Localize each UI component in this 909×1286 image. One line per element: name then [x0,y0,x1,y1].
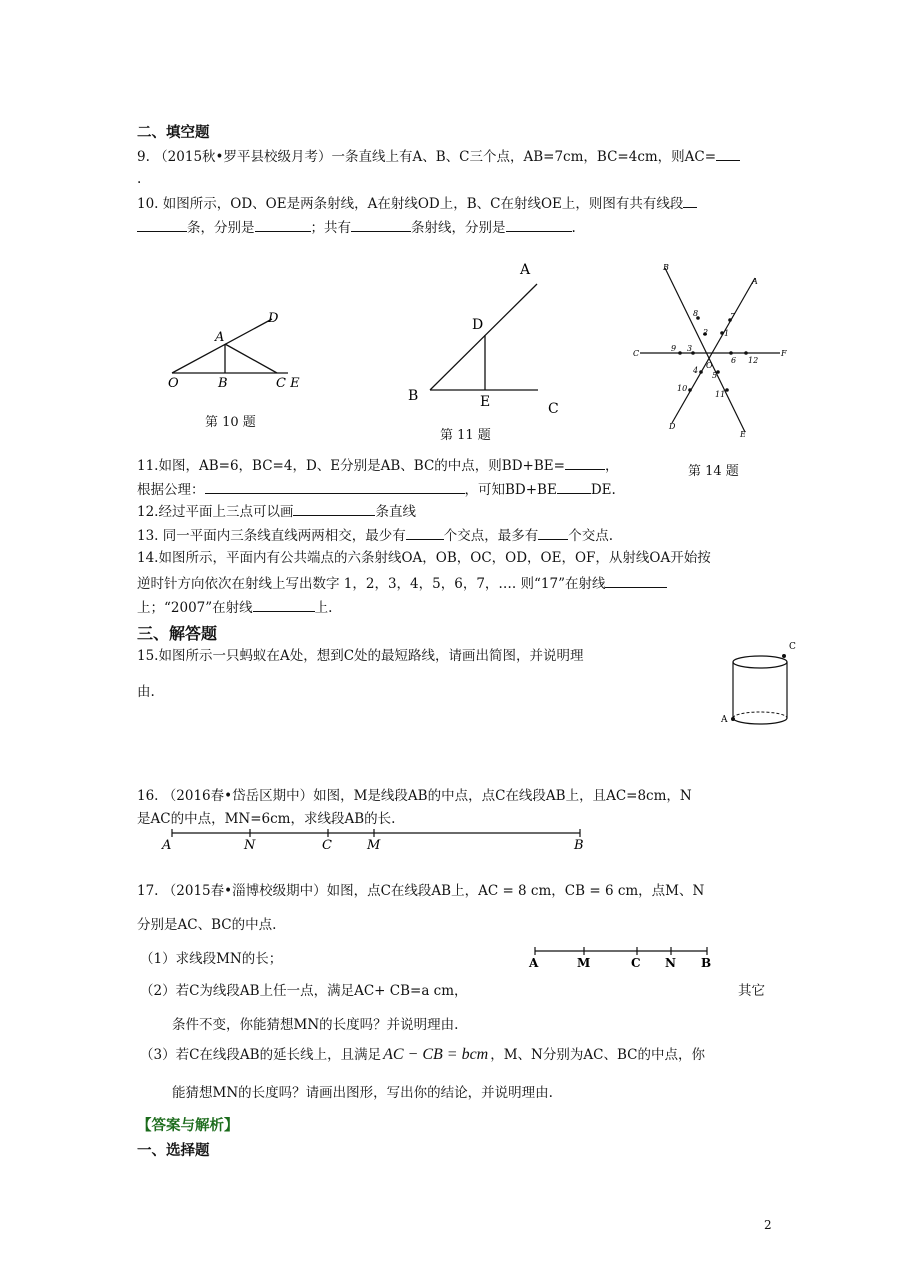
text-fragment: ， [604,458,619,474]
label-M: M [577,956,591,970]
question-17-line2: 分别是AC、BC的中点. [137,917,277,933]
label-A: A [529,956,539,970]
question-16-line2: 是AC的中点，MN=6cm，求线段AB的长. [137,811,396,827]
figure-14-caption: 第 14 题 [688,464,739,479]
blank [253,598,315,612]
answers-section-choice: 一、选择题 [137,1142,210,1159]
blank [205,480,465,494]
label-1: 1 [724,329,730,338]
figure-10-caption: 第 10 题 [205,415,256,430]
question-9 [137,147,740,166]
question-17: 17. （2015春•淄博校级期中）如图，点C在线段AB上，AC = 8 cm，CB = 6 cm，点M、N [137,883,705,899]
text-fragment: 11.如图，AB=6，BC=4，D、E分别是AB、BC的中点，则BD+BE= [137,458,565,474]
question-11 [137,456,618,475]
page-number: 2 [764,1218,772,1232]
label-6: 6 [731,356,737,365]
text-fragment: DE. [590,482,616,498]
label-11: 11 [715,390,726,399]
label-C: C [633,349,640,358]
label-3: 3 [687,344,693,353]
question-17-part2-line2: 条件不变，你能猜想MN的长度吗？并说明理由. [172,1017,459,1033]
text-fragment: 12.经过平面上三点可以画 [137,504,294,520]
question-15-line2: 由. [137,684,155,700]
label-O: O [706,361,713,370]
text-fragment: 个交点，最多有 [443,528,539,544]
question-16: 16. （2016春•岱岳区期中）如图，M是线段AB的中点，点C在线段AB上，且AC=8cm，N [137,788,692,804]
blank [565,456,605,470]
answers-title: 【答案与解析】 [137,1117,239,1134]
text-fragment: （3）若C在线段AB的延长线上，且满足 [140,1047,382,1063]
blank [605,574,667,588]
label-8: 8 [693,309,699,318]
text-fragment: 上. [314,600,333,616]
blank [716,147,740,161]
label-7: 7 [730,312,736,321]
question-10-line2 [137,218,576,237]
question-9-end: . [137,171,142,187]
blank [255,218,311,232]
label-5: 5 [712,371,718,380]
label-N: N [244,838,256,853]
figure-11-caption: 第 11 题 [440,428,491,443]
figure-17-segment [526,943,716,971]
text-fragment: 条，分别是 [187,220,255,236]
question-17-part1: （1）求线段MN的长； [140,951,283,967]
question-14-line3 [137,598,332,617]
text-fragment: 条直线 [375,504,416,520]
label-2: 2 [703,328,709,337]
label-E: E [740,430,746,439]
question-15: 15.如图所示一只蚂蚁在A处，想到C处的最短路线，请画出简图，并说明理 [137,648,584,664]
question-12 [137,502,416,521]
label-F: F [781,349,787,358]
blank [683,194,697,208]
label-A: A [721,715,728,725]
figure-11 [400,257,580,417]
question-14: 14.如图所示，平面内有公共端点的六条射线OA，OB，OC，OD，OE，OF，从射线OA开始按 [137,550,711,566]
question-9-text: 9. （2015秋•罗平县校级月考）一条直线上有A、B、C三个点，AB=7cm，BC=4cm，则AC= [137,149,717,165]
label-C: C [789,642,796,652]
question-10-text: 10. 如图所示，OD、OE是两条射线，A在射线OD上，B、C在射线OE上，则图有共有线段 [137,196,684,212]
figure-15-cylinder [718,640,818,740]
label-M: M [367,838,381,853]
text-fragment: 个交点. [568,528,614,544]
question-11-line2 [137,480,616,499]
text-fragment: . [571,220,576,236]
label-B: B [408,388,419,404]
blank [293,502,375,516]
figure-16-segment [160,825,600,857]
label-10: 10 [677,384,688,393]
label-D: D [268,311,279,326]
section-title-answer-questions: 三、解答题 [137,624,218,643]
section-title-fill-in: 二、填空题 [137,124,210,141]
text-fragment: 13. 同一平面内三条线直线两两相交，最少有 [137,528,406,544]
figure-14 [630,260,790,440]
label-N: N [665,956,676,970]
label-B: B [218,376,228,391]
question-17-part3-line2: 能猜想MN的长度吗？请画出图形，写出你的结论，并说明理由. [172,1085,553,1101]
label-B: B [701,956,712,970]
label-12: 12 [748,356,759,365]
blank [557,480,591,494]
formula: AC − CB = bcm [383,1046,489,1063]
question-17-part2-tail: 其它 [738,983,765,999]
blank [351,218,411,232]
label-A: A [215,330,225,345]
label-D: D [472,317,484,333]
text-fragment: 上；“2007”在射线 [137,600,253,616]
text-fragment: ，可知BD+BE [464,482,557,498]
figure-10 [160,305,340,395]
blank [506,218,572,232]
label-O: O [168,376,179,391]
label-A: A [752,277,758,286]
label-CE: C E [276,376,300,391]
label-C: C [548,401,559,417]
label-9: 9 [671,344,677,353]
label-A: A [162,838,172,853]
text-fragment: 根据公理： [137,482,205,498]
blank [137,218,187,232]
question-17-part2: （2）若C为线段AB上任一点，满足AC+ CB=a cm， [140,983,468,999]
question-17-part3 [140,1046,705,1064]
label-4: 4 [693,366,699,375]
text-fragment: 条射线，分别是 [411,220,506,236]
question-14-line2 [137,574,667,593]
label-C: C [631,956,641,970]
text-fragment: 逆时针方向依次在射线上写出数字 1，2，3，4，5，6，7，…. 则“17”在射线 [137,576,606,592]
label-D: D [669,422,676,431]
blank [538,526,568,540]
label-E: E [480,394,491,410]
question-10 [137,194,697,213]
label-B: B [574,838,584,853]
label-B: B [663,263,669,272]
blank [406,526,444,540]
label-A: A [520,262,531,278]
question-13 [137,526,613,545]
text-fragment: ，M、N分别为AC、BC的中点，你 [490,1047,705,1063]
label-C: C [322,838,332,853]
text-fragment: ；共有 [310,220,351,236]
